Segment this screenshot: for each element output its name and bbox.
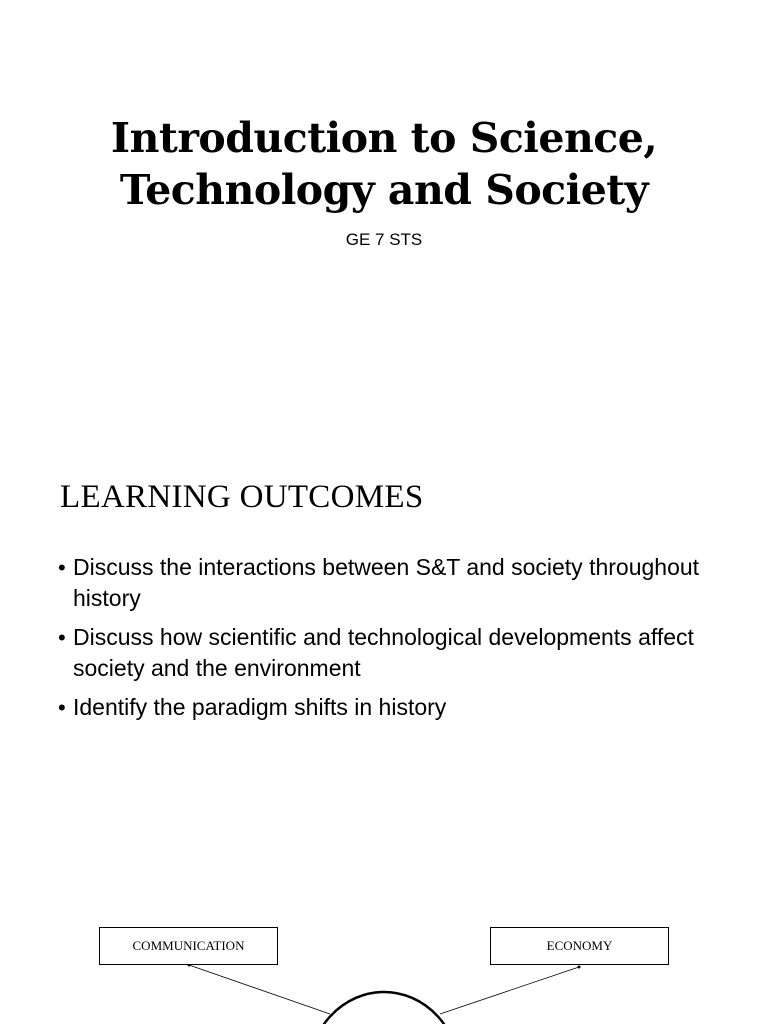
slide-subtitle: GE 7 STS xyxy=(345,230,423,249)
connector-line-left xyxy=(189,965,330,1014)
connector-line-right xyxy=(440,967,579,1014)
economy-box-label: ECONOMY xyxy=(546,938,613,953)
learning-outcome-item xyxy=(58,692,718,723)
communication-box-label: COMMUNICATION xyxy=(132,938,245,953)
communication-box xyxy=(99,927,278,965)
bullet-icon: • xyxy=(58,695,66,720)
title-line-1: Introduction to Science, xyxy=(110,114,658,162)
learning-outcome-text: Discuss the interactions between S&T and society throughout history xyxy=(73,554,700,611)
learning-outcome-item xyxy=(58,552,718,614)
learning-outcomes-list xyxy=(58,552,718,731)
slide-title xyxy=(0,112,768,216)
bullet-icon: • xyxy=(58,625,66,650)
diagram-slide xyxy=(0,880,768,1024)
connector-dot-right xyxy=(578,966,581,969)
title-line-2: Technology and Society xyxy=(119,166,649,214)
bullet-icon: • xyxy=(58,555,66,580)
center-circle xyxy=(308,992,460,1024)
learning-outcomes-slide xyxy=(0,440,768,880)
learning-outcome-text: Discuss how scientific and technological developments affect society and the environment xyxy=(73,624,694,681)
learning-outcome-text: Identify the paradigm shifts in history xyxy=(73,694,447,720)
economy-box xyxy=(490,927,669,965)
learning-outcomes-heading: LEARNING OUTCOMES xyxy=(60,479,424,515)
title-slide xyxy=(0,0,768,440)
learning-outcome-item xyxy=(58,622,718,684)
